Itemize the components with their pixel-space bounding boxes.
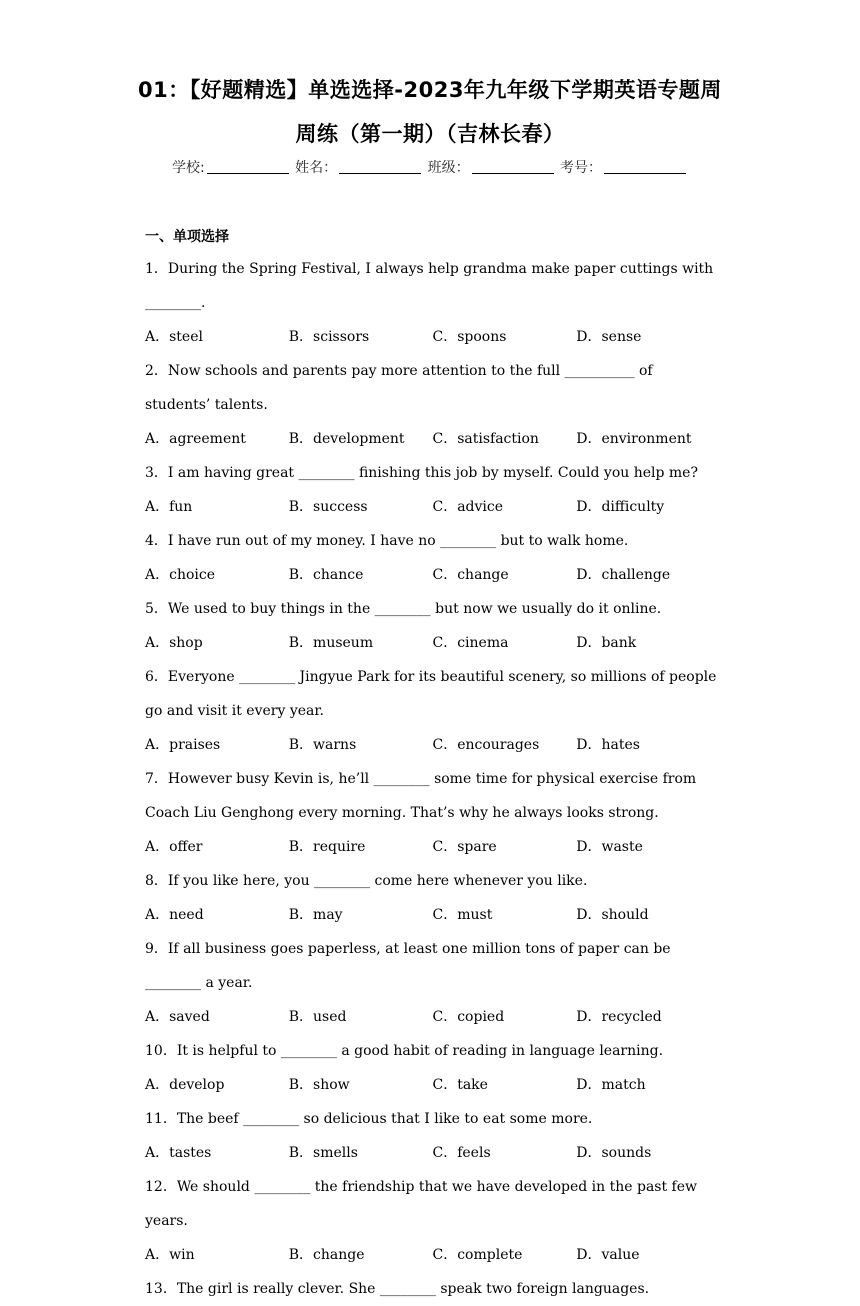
question-item: [145, 660, 720, 762]
question-stem: 10．It is helpful to ________ a good habit of reading in language learning.: [145, 1043, 664, 1059]
options-row: [145, 830, 720, 864]
option-d[interactable]: D．difficulty: [576, 499, 665, 515]
option-c[interactable]: C．must: [432, 907, 493, 923]
options-row: [145, 1068, 720, 1102]
question-stem: 9．If all business goes paperless, at least one million tons of paper can be ________ a year.: [145, 941, 671, 991]
option-d[interactable]: D．challenge: [576, 567, 671, 583]
option-a[interactable]: A．fun: [145, 499, 193, 515]
option-d[interactable]: D．match: [576, 1077, 646, 1093]
option-a[interactable]: A．develop: [145, 1077, 225, 1093]
option-b[interactable]: B．success: [288, 499, 368, 515]
option-a[interactable]: A．win: [145, 1247, 195, 1263]
option-d[interactable]: D．sense: [576, 329, 642, 345]
options-row: [145, 898, 720, 932]
option-a[interactable]: A．tastes: [145, 1145, 212, 1161]
student-info-line: [0, 157, 860, 177]
option-b[interactable]: B．chance: [288, 567, 364, 583]
options-row: [145, 558, 720, 592]
question-item: [145, 1170, 720, 1272]
option-a[interactable]: A．offer: [145, 839, 203, 855]
question-item: [145, 762, 720, 864]
question-stem: 12．We should ________ the friendship that we have developed in the past few years.: [145, 1179, 698, 1229]
options-row: [145, 626, 720, 660]
option-d[interactable]: D．bank: [576, 635, 637, 651]
options-row: [145, 490, 720, 524]
class-label: 班级：: [427, 160, 470, 176]
option-c[interactable]: C．complete: [432, 1247, 523, 1263]
options-row: [145, 422, 720, 456]
question-stem: 7．However busy Kevin is, he’ll ________ some time for physical exercise from Coach Liu Genghong every morning. That’s why he always looks strong.: [145, 771, 697, 821]
option-b[interactable]: B．development: [288, 431, 405, 447]
question-stem: 4．I have run out of my money. I have no ________ but to walk home.: [145, 533, 629, 549]
question-list: [145, 252, 720, 1306]
option-d[interactable]: D．hates: [576, 737, 640, 753]
question-stem: 1．During the Spring Festival, I always help grandma make paper cuttings with ________.: [145, 261, 714, 311]
section-title: 一、单项选择: [145, 229, 229, 245]
option-b[interactable]: B．require: [288, 839, 366, 855]
question-stem: 11．The beef ________ so delicious that I like to eat some more.: [145, 1111, 593, 1127]
question-item: [145, 456, 720, 524]
option-c[interactable]: C．change: [432, 567, 509, 583]
option-d[interactable]: D．should: [576, 907, 649, 923]
exam-number-blank[interactable]: [604, 159, 686, 174]
option-c[interactable]: C．advice: [432, 499, 504, 515]
question-item: [145, 1102, 720, 1170]
option-d[interactable]: D．sounds: [576, 1145, 652, 1161]
options-row: [145, 728, 720, 762]
options-row: [145, 320, 720, 354]
option-a[interactable]: A．choice: [145, 567, 215, 583]
question-item: [145, 252, 720, 354]
option-a[interactable]: A．shop: [145, 635, 203, 651]
option-c[interactable]: C．spoons: [432, 329, 507, 345]
question-item: [145, 592, 720, 660]
name-blank[interactable]: [339, 159, 421, 174]
option-b[interactable]: B．scissors: [288, 329, 370, 345]
question-item: [145, 932, 720, 1034]
option-c[interactable]: C．encourages: [432, 737, 540, 753]
question-item: [145, 524, 720, 592]
option-d[interactable]: D．recycled: [576, 1009, 662, 1025]
option-b[interactable]: B．used: [288, 1009, 347, 1025]
option-b[interactable]: B．show: [288, 1077, 350, 1093]
exam-number-label: 考号：: [560, 160, 603, 176]
option-d[interactable]: D．value: [576, 1247, 640, 1263]
option-c[interactable]: C．take: [432, 1077, 488, 1093]
option-a[interactable]: A．agreement: [145, 431, 246, 447]
question-stem: 2．Now schools and parents pay more attention to the full __________ of students’ talents.: [145, 363, 653, 413]
option-a[interactable]: A．steel: [145, 329, 203, 345]
question-item: [145, 354, 720, 456]
option-c[interactable]: C．spare: [432, 839, 497, 855]
question-stem: 5．We used to buy things in the ________ but now we usually do it online.: [145, 601, 662, 617]
options-row: [145, 1238, 720, 1272]
class-blank[interactable]: [472, 159, 554, 174]
question-stem: 3．I am having great ________ finishing this job by myself. Could you help me?: [145, 465, 698, 481]
option-b[interactable]: B．may: [288, 907, 343, 923]
option-d[interactable]: D．environment: [576, 431, 692, 447]
option-b[interactable]: B．change: [288, 1247, 365, 1263]
option-b[interactable]: B．museum: [288, 635, 374, 651]
options-row: [145, 1136, 720, 1170]
question-stem: 8．If you like here, you ________ come here whenever you like.: [145, 873, 588, 889]
option-b[interactable]: B．smells: [288, 1145, 358, 1161]
page-title-line-1: 01：【好题精选】单选选择-2023年九年级下学期英语专题周: [138, 78, 722, 102]
option-c[interactable]: C．feels: [432, 1145, 491, 1161]
option-a[interactable]: A．need: [145, 907, 204, 923]
option-a[interactable]: A．saved: [145, 1009, 210, 1025]
option-b[interactable]: B．warns: [288, 737, 357, 753]
option-c[interactable]: C．cinema: [432, 635, 509, 651]
option-d[interactable]: D．waste: [576, 839, 643, 855]
option-a[interactable]: A．praises: [145, 737, 221, 753]
question-stem: 6．Everyone ________ Jingyue Park for its beautiful scenery, so millions of people go and visit it every year.: [145, 669, 717, 719]
question-item: [145, 864, 720, 932]
school-blank[interactable]: [207, 159, 289, 174]
page-title-line-2: 周练（第一期）（吉林长春）: [295, 122, 565, 146]
options-row: [145, 1000, 720, 1034]
option-c[interactable]: C．satisfaction: [432, 431, 539, 447]
question-item: [145, 1272, 720, 1306]
school-label: 学校:: [171, 160, 205, 176]
question-stem: 13．The girl is really clever. She ________ speak two foreign languages.: [145, 1281, 650, 1297]
name-label: 姓名：: [295, 160, 338, 176]
option-c[interactable]: C．copied: [432, 1009, 505, 1025]
question-item: [145, 1034, 720, 1102]
